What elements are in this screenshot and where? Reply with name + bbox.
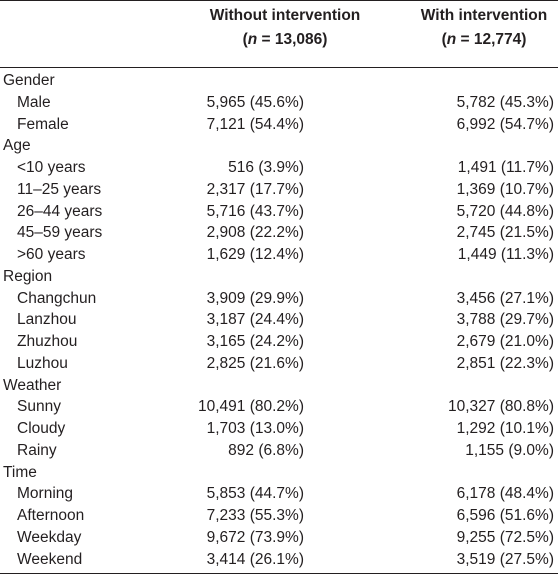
with-intervention-value: 1,369 (10.7%) [456,180,554,198]
without-intervention-value: 7,233 (55.3%) [206,507,304,524]
without-intervention-value: 2,317 (17.7%) [206,180,304,198]
group-heading-row [0,375,558,397]
row-label: Rainy [17,441,57,459]
table-row [0,288,558,310]
column-title: With intervention [420,7,548,24]
without-intervention-value: 5,716 (43.7%) [206,202,304,220]
row-label: Weekend [17,550,83,568]
with-intervention-value: 2,851 (22.3%) [456,354,554,372]
row-label: 45–59 years [17,224,103,242]
table-row [0,331,558,353]
table-row [0,440,558,462]
table-header [0,4,558,64]
row-label: Morning [17,485,73,503]
group-heading: Weather [3,376,62,394]
row-label: Luzhou [17,354,68,372]
column-header-without-intervention [185,4,385,52]
header-rule [0,67,558,68]
without-intervention-value: 1,629 (12.4%) [206,246,304,263]
without-intervention-value: 5,853 (44.7%) [206,485,304,503]
group-heading-row [0,266,558,288]
without-intervention-value: 516 (3.9%) [228,159,304,176]
table-row [0,549,558,571]
with-intervention-value: 1,449 (11.3%) [457,246,554,263]
row-label: 26–44 years [17,202,103,220]
with-intervention-value: 5,720 (44.8%) [456,202,554,220]
column-sample-size: (n = 13,086) [242,31,328,48]
without-intervention-value: 2,825 (21.6%) [206,354,304,372]
row-label: Weekday [17,528,82,546]
with-intervention-value: 3,456 (27.1%) [456,289,554,307]
table-row [0,92,558,114]
table-row [0,157,558,179]
without-intervention-value: 3,165 (24.2%) [206,333,304,350]
without-intervention-value: 3,909 (29.9%) [206,289,304,307]
group-heading-row [0,135,558,157]
without-intervention-value: 10,491 (80.2%) [198,398,304,416]
table-body [0,70,558,570]
with-intervention-value: 9,255 (72.5%) [456,528,554,546]
with-intervention-value: 1,155 (9.0%) [465,441,554,459]
with-intervention-value: 6,992 (54.7%) [456,115,554,133]
bottom-rule [0,573,558,574]
row-label: Sunny [17,398,61,416]
table-row [0,179,558,201]
with-intervention-value: 5,782 (45.3%) [456,93,554,111]
with-intervention-value: 6,178 (48.4%) [456,485,554,503]
row-label: >60 years [17,246,86,263]
column-header-with-intervention [410,4,558,52]
with-intervention-value: 10,327 (80.8%) [448,398,554,416]
column-sample-size: (n = 12,774) [441,31,527,48]
row-label: Cloudy [17,420,66,437]
without-intervention-value: 892 (6.8%) [228,441,304,459]
column-title: Without intervention [209,7,361,24]
with-intervention-value: 3,519 (27.5%) [456,550,554,568]
with-intervention-value: 2,679 (21.0%) [456,333,554,350]
without-intervention-value: 9,672 (73.9%) [206,528,304,546]
group-heading-row [0,70,558,92]
table-row [0,244,558,266]
table-row [0,353,558,375]
row-label: Changchun [17,289,97,307]
with-intervention-value: 3,788 (29.7%) [456,311,554,329]
with-intervention-value: 6,596 (51.6%) [456,507,554,524]
table-row [0,418,558,440]
table-row [0,527,558,549]
table-row [0,114,558,136]
table-row [0,396,558,418]
table-row [0,222,558,244]
row-label: Lanzhou [17,311,77,329]
top-rule [0,0,558,1]
without-intervention-value: 3,414 (26.1%) [206,550,304,568]
table-row [0,505,558,527]
without-intervention-value: 2,908 (22.2%) [206,224,304,242]
without-intervention-value: 5,965 (45.6%) [206,93,304,111]
group-heading: Time [3,463,37,481]
without-intervention-value: 1,703 (13.0%) [206,420,304,437]
row-label: Zhuzhou [17,333,78,350]
row-label: Male [17,93,51,111]
group-heading-row [0,462,558,484]
group-heading: Gender [3,72,55,89]
without-intervention-value: 3,187 (24.4%) [206,311,304,329]
row-label: Afternoon [17,507,85,524]
without-intervention-value: 7,121 (54.4%) [206,115,304,133]
group-heading: Age [3,137,31,155]
group-heading: Region [3,267,53,285]
row-label: 11–25 years [17,180,102,198]
table-row [0,483,558,505]
table-row [0,309,558,331]
table-row [0,201,558,223]
with-intervention-value: 1,292 (10.1%) [456,420,554,437]
row-label: Female [17,115,69,133]
with-intervention-value: 2,745 (21.5%) [456,224,554,242]
with-intervention-value: 1,491 (11.7%) [457,159,554,176]
row-label: <10 years [17,159,86,176]
